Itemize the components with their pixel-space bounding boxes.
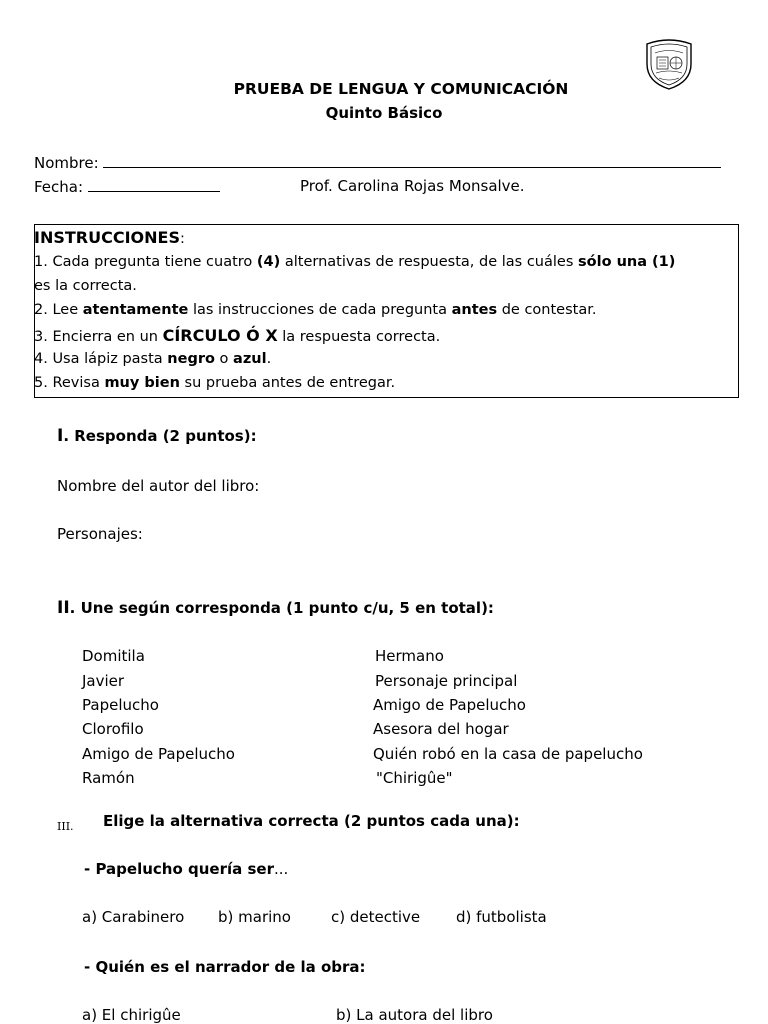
match-right-item[interactable]: Amigo de Papelucho [373, 696, 526, 714]
section-2-heading-text: . Une según corresponda (1 punto c/u, 5 en total): [69, 599, 494, 617]
match-right-item[interactable]: Personaje principal [375, 672, 518, 690]
section-2-numeral: II [57, 598, 70, 618]
instruction-item-4 [34, 351, 271, 367]
match-left-item[interactable]: Domitila [82, 647, 145, 665]
instruction-2-bold-b: atentamente [82, 302, 189, 318]
question-characters: Personajes: [57, 525, 143, 543]
question-1-ellipsis: ... [273, 860, 289, 878]
instruction-4-bold-b: negro [167, 351, 215, 367]
question-author: Nombre del autor del libro: [57, 477, 260, 495]
match-right-item[interactable]: "Chirigûe" [376, 769, 453, 787]
instruction-1-bold-d: sólo una (1) [578, 254, 676, 270]
section-3-heading: Elige la alternativa correcta (2 puntos cada una): [103, 812, 520, 830]
instruction-2-text-e: de contestar. [497, 302, 597, 318]
instruction-4-text-e: . [266, 351, 272, 367]
question-1-dash: - [84, 860, 96, 878]
instruction-4-text-c: o [214, 351, 234, 367]
name-label: Nombre: [34, 154, 99, 172]
instruction-1-text-a: 1. Cada pregunta tiene cuatro [34, 254, 257, 270]
option-c[interactable]: c) detective [331, 908, 421, 926]
instruction-5-text-a: 5. Revisa [34, 375, 105, 391]
instruction-3-bold-b: CÍRCULO Ó X [162, 326, 278, 345]
name-row [34, 153, 721, 172]
instructions-heading-colon: : [179, 231, 185, 247]
match-left-item[interactable]: Clorofilo [82, 720, 144, 738]
instructions-heading: INSTRUCCIONES [34, 228, 180, 247]
option-d[interactable]: d) futbolista [456, 908, 547, 926]
question-1-text: Papelucho quería ser [95, 860, 274, 878]
match-left-item[interactable]: Ramón [82, 769, 135, 787]
match-right-item[interactable]: Quién robó en la casa de papelucho [373, 745, 643, 763]
option-b[interactable]: b) La autora del libro [336, 1006, 493, 1024]
instruction-4-text-a: 4. Usa lápiz pasta [34, 351, 168, 367]
option-a[interactable]: a) El chirigûe [82, 1006, 181, 1024]
option-b[interactable]: b) marino [218, 908, 291, 926]
instruction-2-text-c: las instrucciones de cada pregunta [188, 302, 452, 318]
instruction-3-text-a: 3. Encierra en un [34, 329, 163, 345]
instruction-item-3 [34, 326, 440, 345]
instruction-item-1 [34, 254, 675, 270]
page-subtitle: Quinto Básico [325, 104, 443, 122]
page-title: PRUEBA DE LENGUA Y COMUNICACIÓN [233, 80, 569, 98]
match-right-item[interactable]: Asesora del hogar [373, 720, 509, 738]
match-left-item[interactable]: Amigo de Papelucho [82, 745, 235, 763]
instruction-2-bold-d: antes [451, 302, 498, 318]
match-right-item[interactable]: Hermano [375, 647, 444, 665]
date-row [34, 177, 220, 196]
instruction-5-bold-b: muy bien [104, 375, 180, 391]
instructions-heading-row [34, 228, 185, 247]
date-blank-line[interactable] [88, 177, 220, 192]
instruction-item-1-cont: es la correcta. [34, 278, 137, 294]
section-1-heading [57, 426, 257, 446]
instruction-item-2 [34, 302, 596, 318]
section-1-numeral: I [57, 426, 64, 446]
teacher-name: Prof. Carolina Rojas Monsalve. [300, 177, 525, 195]
section-2-heading [57, 598, 494, 618]
question-narrator: - Quién es el narrador de la obra: [84, 958, 366, 976]
instruction-3-text-c: la respuesta correcta. [277, 329, 441, 345]
section-3-numeral-text: III. [57, 820, 74, 833]
instruction-4-bold-d: azul [233, 351, 267, 367]
question-papelucho [84, 860, 288, 878]
instruction-2-text-a: 2. Lee [34, 302, 83, 318]
name-blank-line[interactable] [103, 153, 721, 168]
date-label: Fecha: [34, 178, 84, 196]
match-left-item[interactable]: Papelucho [82, 696, 159, 714]
section-1-heading-text: . Responda (2 puntos): [63, 427, 257, 445]
option-a[interactable]: a) Carabinero [82, 908, 185, 926]
instruction-1-text-c: alternativas de respuesta, de las cuáles [280, 254, 578, 270]
instruction-item-5 [34, 375, 395, 391]
instruction-5-text-c: su prueba antes de entregar. [179, 375, 396, 391]
section-3-numeral [57, 816, 74, 834]
instruction-1-bold-b: (4) [256, 254, 281, 270]
match-left-item[interactable]: Javier [82, 672, 125, 690]
